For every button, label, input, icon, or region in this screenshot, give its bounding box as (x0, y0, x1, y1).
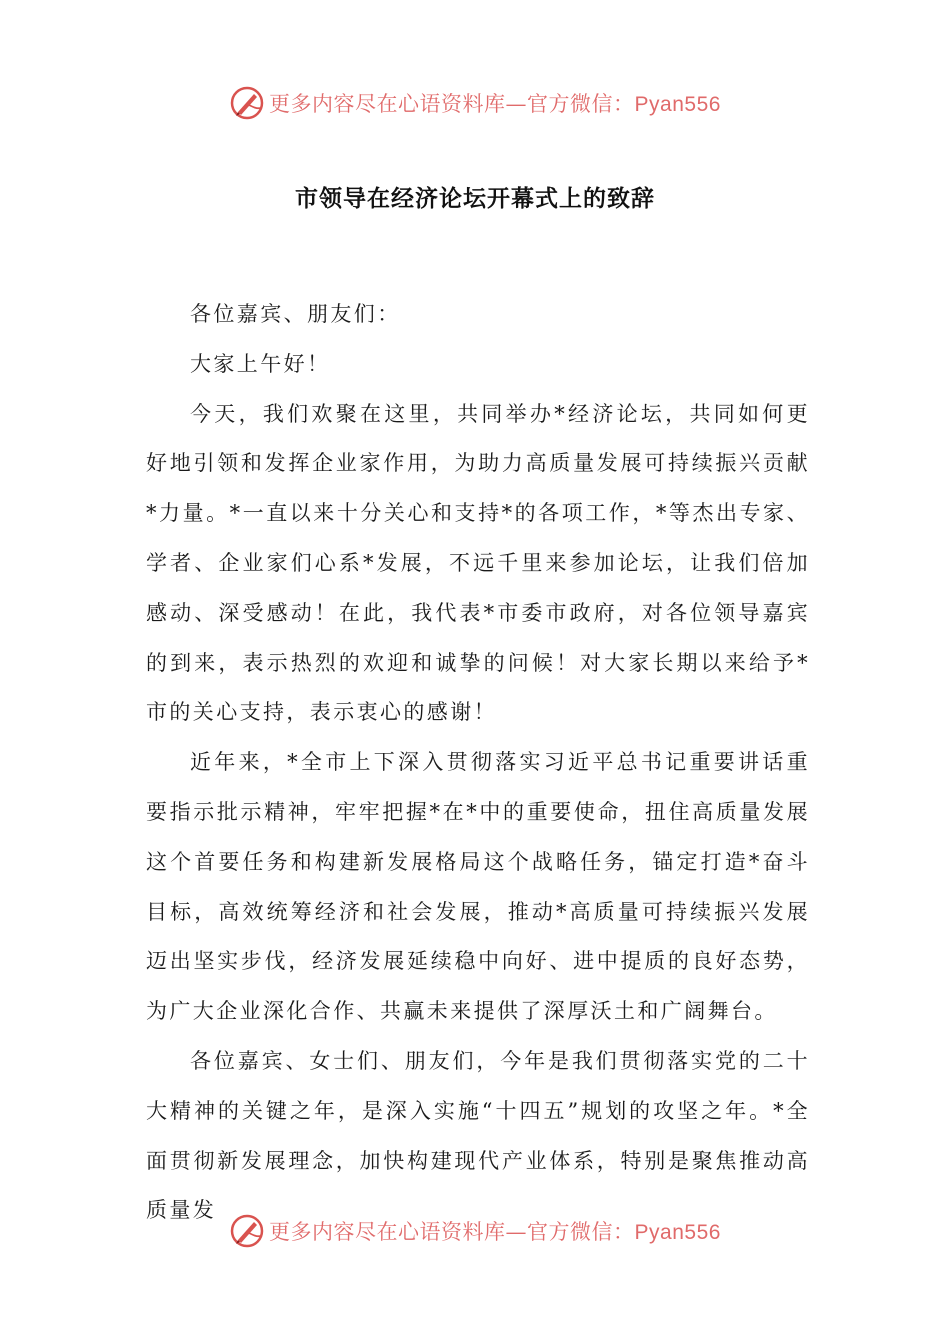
banner-text (269, 88, 721, 118)
banner-slogan: 更多内容尽在心语资料库—官方微信： (269, 92, 635, 116)
paragraph-salutation: 大家上午好！ (190, 351, 331, 376)
paragraph: 今天，我们欢聚在这里，共同举办*经济论坛，共同如何更好地引领和发挥企业家作用，为助力高质量发展可持续振兴贡献*力量。*一直以来十分关心和支持*的各项工作，*等杰出专家、学者、企业家们心系*发展，不远千里来参加论坛，让我们倍加感动、深受感动！在此，我代表*市委市政府，对各位领导嘉宾的到来，表示热烈的欢迎和诚挚的问候！对大家长期以来给予*市的关心支持，表示衷心的感谢！ (146, 401, 810, 725)
paragraph-greeting: 各位嘉宾、朋友们： (190, 302, 401, 326)
banner-slogan: 更多内容尽在心语资料库—官方微信： (269, 1220, 635, 1244)
wechat-id: Pyan556 (634, 1221, 721, 1244)
paragraph: 近年来，*全市上下深入贯彻落实习近平总书记重要讲话重要指示批示精神，牢牢把握*在*中的重要使命，扭住高质量发展这个首要任务和构建新发展格局这个战略任务，锚定打造*奋斗目标，高效统筹经济和社会发展，推动*高质量可持续振兴发展迈出坚实步伐，经济发展延续稳中向好、进中提质的良好态势，为广大企业深化合作、共赢未来提供了深厚沃土和广阔舞台。 (146, 750, 810, 1024)
document-body (146, 290, 810, 1236)
pen-logo-icon (229, 85, 265, 121)
header-banner (0, 83, 950, 123)
wechat-id: Pyan556 (634, 93, 721, 116)
footer-banner (0, 1211, 950, 1251)
paragraph: 各位嘉宾、女士们、朋友们，今年是我们贯彻落实党的二十大精神的关键之年，是深入实施“十四五”规划的攻坚之年。*全面贯彻新发展理念，加快构建现代产业体系，特别是聚焦推动高质量发 (146, 1048, 810, 1223)
pen-logo-icon (229, 1213, 265, 1249)
banner-text (269, 1216, 721, 1246)
document-title: 市领导在经济论坛开幕式上的致辞 (295, 185, 655, 212)
